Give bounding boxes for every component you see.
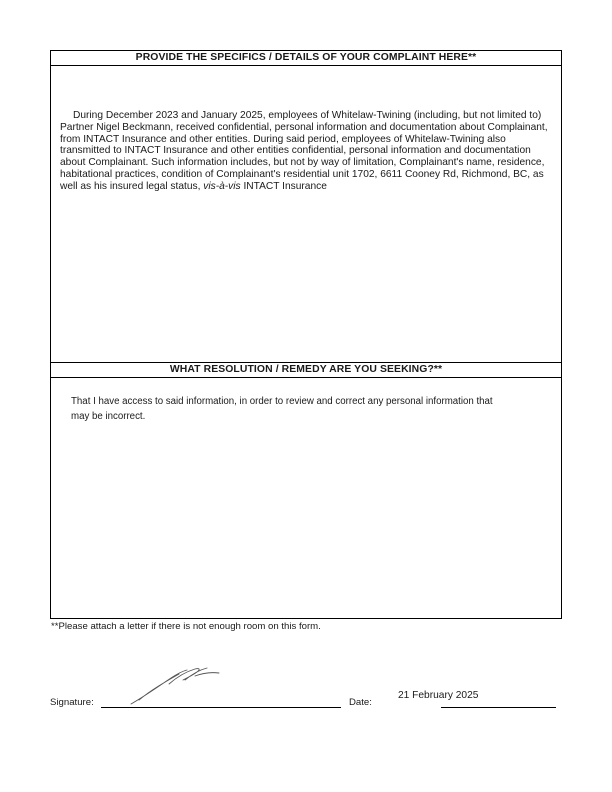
complaint-details-italic: vis-à-vis (203, 180, 241, 192)
date-label: Date: (349, 697, 372, 708)
remedy-header: WHAT RESOLUTION / REMEDY ARE YOU SEEKING?** (51, 362, 561, 378)
complaint-details-end: INTACT Insurance (240, 180, 327, 192)
handwritten-signature (125, 660, 225, 708)
date-value[interactable]: 21 February 2025 (398, 690, 479, 701)
complaint-details-main: During December 2023 and January 2025, employees of Whitelaw-Twining (including, but not limited to) Partner Nigel Beckmann, received confidential, personal information and documentation about Complainant, from INTACT Insurance and other entities. During said period, employees of Whitelaw-Twining also transmitted to INTACT Insurance and other entities confidential, personal information and documentation about Complainant. Such information includes, but not by way of limitation, Complainant's name, residence, habitational practices, condition of Complainant's residential unit 1702, 6611 Cooney Rd, Richmond, BC, as well as his insured legal status, (60, 110, 548, 192)
complaint-details-text (60, 110, 550, 193)
signature-label: Signature: (50, 697, 94, 708)
complaint-details-header: PROVIDE THE SPECIFICS / DETAILS OF YOUR COMPLAINT HERE** (51, 51, 561, 66)
date-line (441, 707, 556, 708)
signature-line[interactable] (101, 707, 341, 708)
complaint-form-box (50, 50, 562, 619)
remedy-text: That I have access to said information, in order to review and correct any personal information that may be incorrect. (71, 396, 493, 422)
attach-letter-note: **Please attach a letter if there is not enough room on this form. (51, 621, 321, 632)
